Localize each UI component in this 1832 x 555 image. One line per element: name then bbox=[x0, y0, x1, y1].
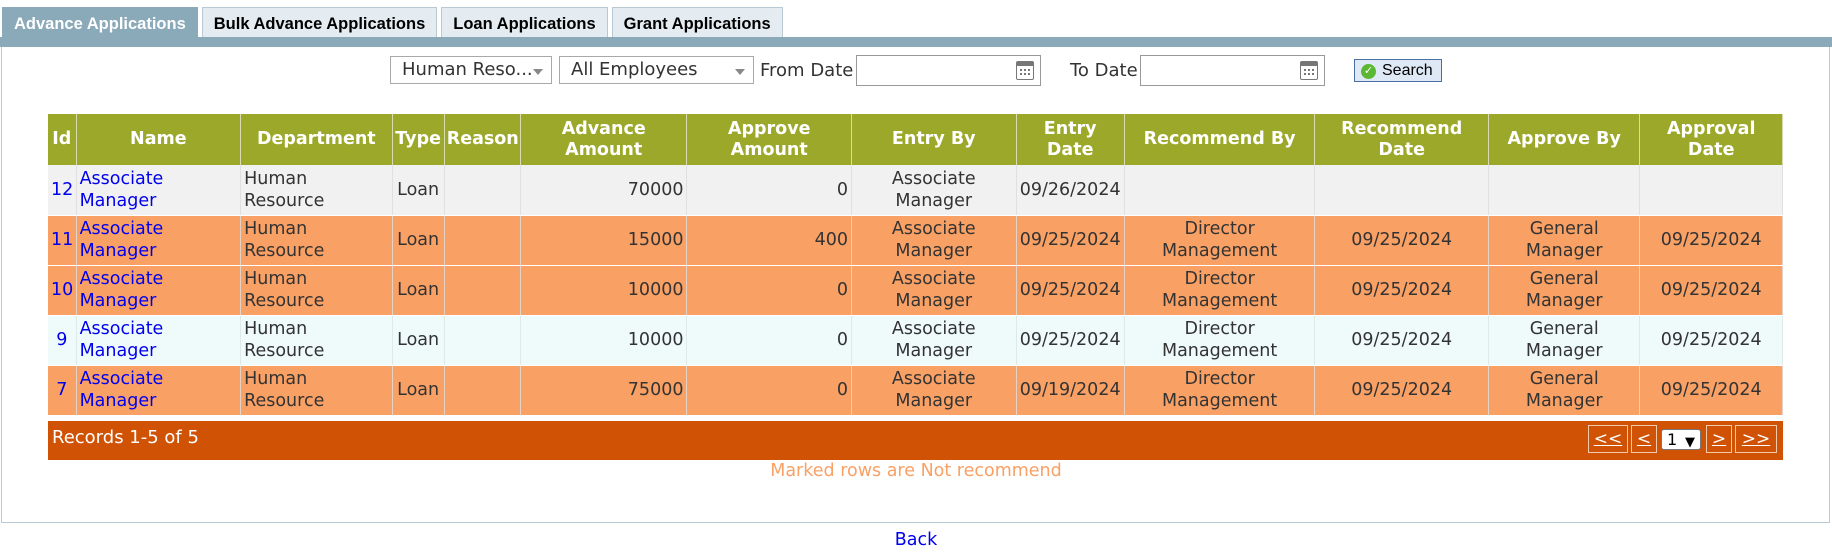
cell-approve-by: General Manager bbox=[1488, 315, 1639, 365]
tab-loan-applications[interactable]: Loan Applications bbox=[441, 7, 607, 40]
search-button[interactable] bbox=[1354, 59, 1442, 82]
page-select-value: 1 bbox=[1667, 430, 1678, 449]
tab-bulk-advance-applications[interactable]: Bulk Advance Applications bbox=[202, 7, 438, 40]
cell-approve-amount: 0 bbox=[687, 315, 852, 365]
cell-name-link[interactable]: Associate Manager bbox=[79, 319, 164, 361]
column-header-approve-amount[interactable]: Approve Amount bbox=[687, 114, 852, 165]
cell-approval-date: 09/25/2024 bbox=[1640, 315, 1783, 365]
cell-name[interactable] bbox=[76, 365, 241, 415]
cell-advance-amount: 10000 bbox=[520, 315, 687, 365]
cell-type: Loan bbox=[392, 165, 444, 215]
from-date-input[interactable] bbox=[856, 55, 1041, 86]
cell-recommend-date: 09/25/2024 bbox=[1315, 315, 1489, 365]
first-page-button[interactable]: << bbox=[1588, 425, 1628, 453]
cell-type: Loan bbox=[392, 365, 444, 415]
check-icon: ✓ bbox=[1361, 64, 1376, 79]
cell-recommend-by: Director Management bbox=[1124, 365, 1315, 415]
back-link[interactable]: Back bbox=[894, 530, 938, 550]
cell-approve-by bbox=[1488, 165, 1639, 215]
cell-approval-date bbox=[1640, 165, 1783, 215]
cell-entry-date: 09/19/2024 bbox=[1016, 365, 1124, 415]
cell-id[interactable] bbox=[48, 165, 76, 215]
cell-id-link[interactable]: 12 bbox=[51, 179, 74, 200]
cell-entry-date: 09/26/2024 bbox=[1016, 165, 1124, 215]
from-date-label: From Date bbox=[760, 60, 854, 81]
cell-entry-by: Associate Manager bbox=[851, 265, 1016, 315]
cell-department: Human Resource bbox=[241, 315, 392, 365]
table-row[interactable] bbox=[48, 215, 1783, 265]
cell-department: Human Resource bbox=[241, 265, 392, 315]
cell-id[interactable] bbox=[48, 215, 76, 265]
tab-grant-applications[interactable]: Grant Applications bbox=[612, 7, 783, 40]
cell-approval-date: 09/25/2024 bbox=[1640, 265, 1783, 315]
cell-approve-by: General Manager bbox=[1488, 215, 1639, 265]
cell-name-link[interactable]: Associate Manager bbox=[79, 219, 164, 261]
cell-reason bbox=[444, 365, 520, 415]
column-header-recommend-by[interactable]: Recommend By bbox=[1124, 114, 1315, 165]
back-link-wrap bbox=[0, 530, 1832, 550]
to-date-input[interactable] bbox=[1140, 55, 1325, 86]
column-header-reason[interactable]: Reason bbox=[444, 114, 520, 165]
cell-recommend-date: 09/25/2024 bbox=[1315, 365, 1489, 415]
chevron-down-icon: ▼ bbox=[1685, 435, 1695, 450]
cell-advance-amount: 75000 bbox=[520, 365, 687, 415]
cell-type: Loan bbox=[392, 215, 444, 265]
calendar-icon[interactable] bbox=[1016, 61, 1034, 80]
cell-reason bbox=[444, 215, 520, 265]
cell-id-link[interactable]: 10 bbox=[51, 280, 74, 300]
cell-entry-by: Associate Manager bbox=[851, 165, 1016, 215]
next-page-button[interactable]: > bbox=[1706, 425, 1732, 453]
chevron-down-icon bbox=[533, 69, 543, 75]
column-header-entry-date[interactable]: Entry Date bbox=[1016, 114, 1124, 165]
cell-name[interactable] bbox=[76, 315, 241, 365]
cell-advance-amount: 70000 bbox=[520, 165, 687, 215]
cell-recommend-date bbox=[1315, 165, 1489, 215]
column-header-entry-by[interactable]: Entry By bbox=[851, 114, 1016, 165]
employee-select-value: All Employees bbox=[571, 59, 698, 80]
cell-name[interactable] bbox=[76, 215, 241, 265]
cell-entry-date: 09/25/2024 bbox=[1016, 215, 1124, 265]
table-body bbox=[48, 165, 1783, 415]
table-header-row bbox=[48, 114, 1783, 165]
cell-entry-by: Associate Manager bbox=[851, 215, 1016, 265]
tab-bar bbox=[0, 37, 1832, 47]
cell-type: Loan bbox=[392, 265, 444, 315]
cell-approve-amount: 0 bbox=[687, 365, 852, 415]
cell-name-link[interactable]: Associate Manager bbox=[79, 369, 164, 411]
cell-name[interactable] bbox=[76, 265, 241, 315]
cell-recommend-by: Director Management bbox=[1124, 315, 1315, 365]
cell-type: Loan bbox=[392, 315, 444, 365]
department-select[interactable] bbox=[390, 56, 552, 84]
pager-bar bbox=[48, 421, 1783, 460]
prev-page-button[interactable]: < bbox=[1631, 425, 1657, 453]
cell-approve-amount: 0 bbox=[687, 265, 852, 315]
cell-recommend-by bbox=[1124, 165, 1315, 215]
cell-recommend-by: Director Management bbox=[1124, 215, 1315, 265]
table-row[interactable] bbox=[48, 165, 1783, 215]
cell-id-link[interactable]: 7 bbox=[56, 380, 68, 400]
column-header-id[interactable]: Id bbox=[48, 114, 76, 165]
cell-entry-by: Associate Manager bbox=[851, 365, 1016, 415]
records-count: Records 1-5 of 5 bbox=[52, 427, 199, 448]
cell-name-link[interactable]: Associate Manager bbox=[79, 168, 164, 211]
table-row[interactable] bbox=[48, 265, 1783, 315]
last-page-button[interactable]: >> bbox=[1735, 425, 1777, 453]
chevron-down-icon bbox=[735, 69, 745, 75]
search-button-label: Search bbox=[1382, 62, 1433, 79]
tab-strip bbox=[2, 7, 783, 41]
column-header-approve-by[interactable]: Approve By bbox=[1488, 114, 1639, 165]
tab-advance-applications[interactable]: Advance Applications bbox=[2, 7, 198, 40]
cell-approve-amount: 0 bbox=[687, 165, 852, 215]
cell-department: Human Resource bbox=[241, 215, 392, 265]
cell-approve-by: General Manager bbox=[1488, 365, 1639, 415]
column-header-approval-date[interactable]: Approval Date bbox=[1640, 114, 1783, 165]
table-row[interactable] bbox=[48, 315, 1783, 365]
cell-approval-date: 09/25/2024 bbox=[1640, 215, 1783, 265]
legend-note: Marked rows are Not recommend bbox=[770, 461, 1062, 481]
cell-id[interactable] bbox=[48, 365, 76, 415]
cell-department: Human Resource bbox=[241, 365, 392, 415]
column-header-recommend-date[interactable]: Recommend Date bbox=[1315, 114, 1489, 165]
column-header-name[interactable]: Name bbox=[76, 114, 241, 165]
to-date-label: To Date bbox=[1070, 60, 1138, 81]
calendar-icon[interactable] bbox=[1300, 61, 1318, 80]
table-row[interactable] bbox=[48, 365, 1783, 415]
cell-approval-date: 09/25/2024 bbox=[1640, 365, 1783, 415]
column-header-type[interactable]: Type bbox=[392, 114, 444, 165]
cell-id[interactable] bbox=[48, 315, 76, 365]
cell-recommend-by: Director Management bbox=[1124, 265, 1315, 315]
cell-reason bbox=[444, 315, 520, 365]
cell-department: Human Resource bbox=[241, 165, 392, 215]
column-header-advance-amount[interactable]: Advance Amount bbox=[520, 114, 687, 165]
filter-bar bbox=[0, 55, 1832, 87]
cell-reason bbox=[444, 165, 520, 215]
cell-approve-amount: 400 bbox=[687, 215, 852, 265]
cell-id[interactable] bbox=[48, 265, 76, 315]
cell-name[interactable] bbox=[76, 165, 241, 215]
cell-id-link[interactable]: 9 bbox=[56, 330, 68, 350]
cell-name-link[interactable]: Associate Manager bbox=[79, 269, 164, 311]
cell-approve-by: General Manager bbox=[1488, 265, 1639, 315]
cell-id-link[interactable]: 11 bbox=[51, 230, 74, 250]
cell-advance-amount: 10000 bbox=[520, 265, 687, 315]
cell-advance-amount: 15000 bbox=[520, 215, 687, 265]
cell-entry-date: 09/25/2024 bbox=[1016, 265, 1124, 315]
department-select-value: Human Reso... bbox=[402, 59, 533, 80]
column-header-department[interactable]: Department bbox=[241, 114, 392, 165]
applications-table bbox=[48, 114, 1783, 416]
employee-select[interactable] bbox=[559, 56, 754, 84]
cell-entry-date: 09/25/2024 bbox=[1016, 315, 1124, 365]
cell-recommend-date: 09/25/2024 bbox=[1315, 215, 1489, 265]
cell-entry-by: Associate Manager bbox=[851, 315, 1016, 365]
cell-recommend-date: 09/25/2024 bbox=[1315, 265, 1489, 315]
cell-reason bbox=[444, 265, 520, 315]
page-select[interactable] bbox=[1661, 429, 1701, 450]
